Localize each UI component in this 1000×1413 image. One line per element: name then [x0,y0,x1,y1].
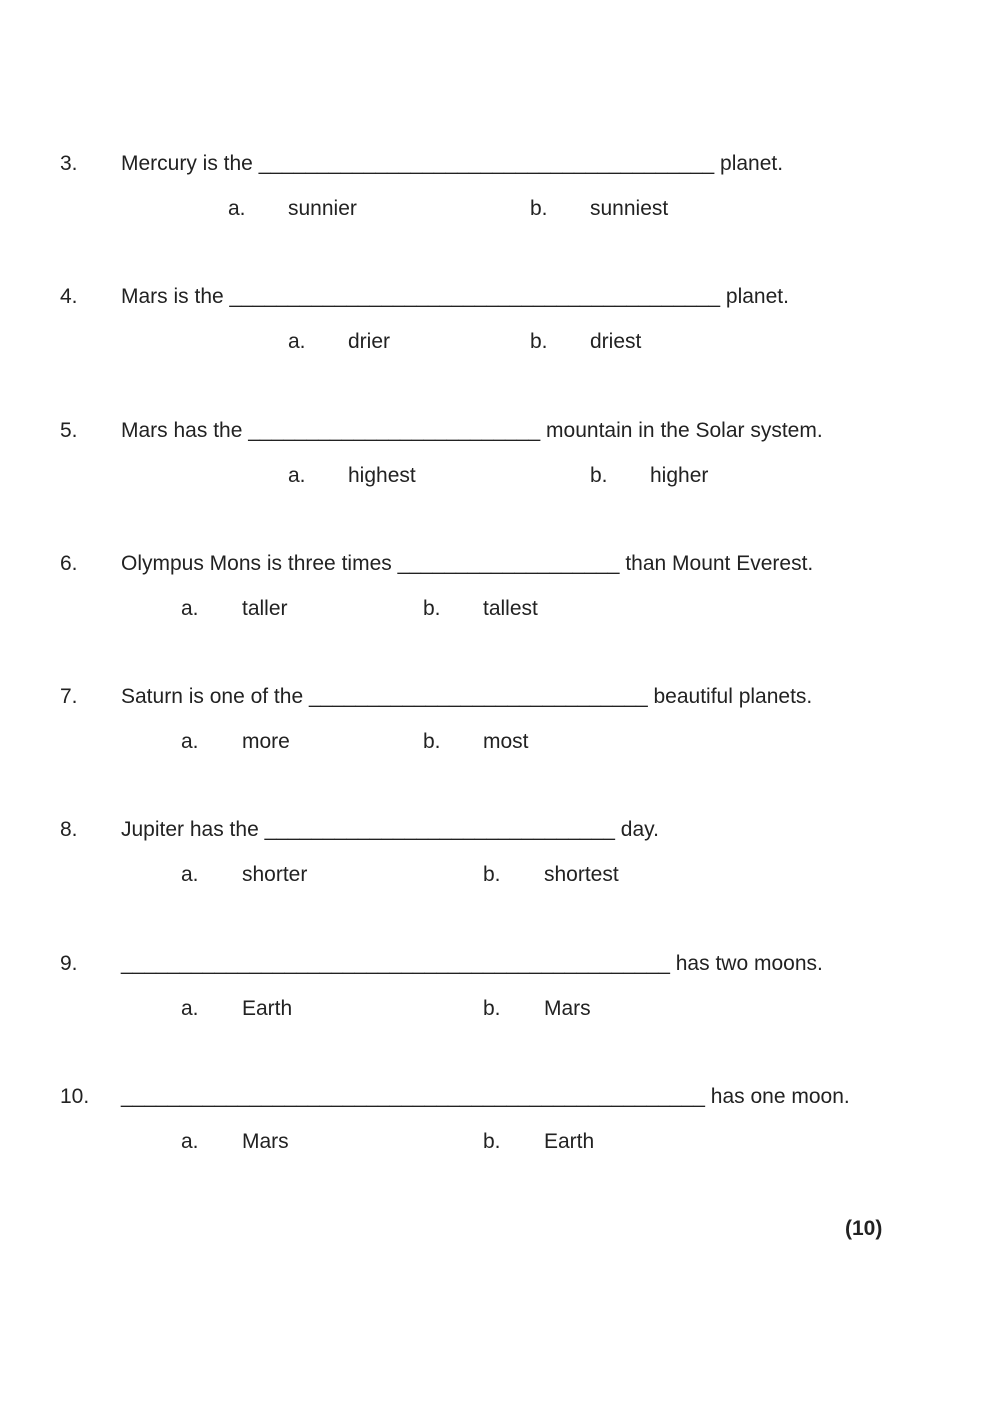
option-b-text[interactable]: Earth [544,1130,595,1153]
question-number: 10. [60,1085,90,1108]
option-a-text[interactable]: drier [348,330,391,353]
question-5 [0,418,1000,528]
option-a-letter[interactable]: a. [181,863,199,886]
question-6 [0,551,1000,661]
option-b-letter[interactable]: b. [590,464,608,487]
option-b-letter[interactable]: b. [530,197,548,220]
question-7 [0,684,1000,794]
option-a-letter[interactable]: a. [288,464,306,487]
option-a-text[interactable]: sunnier [288,197,357,220]
question-number: 9. [60,952,78,975]
option-a-text[interactable]: Mars [242,1130,289,1153]
question-number: 6. [60,552,78,575]
option-b-letter[interactable]: b. [483,997,501,1020]
question-text: Jupiter has the ______________________________ day. [121,818,659,841]
option-b-text[interactable]: Mars [544,997,591,1020]
question-number: 5. [60,419,78,442]
option-a-letter[interactable]: a. [181,597,199,620]
question-3 [0,151,1000,261]
question-text: _______________________________________________ has two moons. [121,952,823,975]
question-text: Mars is the __________________________________________ planet. [121,285,789,308]
question-number: 4. [60,285,78,308]
option-b-text[interactable]: sunniest [590,197,669,220]
option-a-letter[interactable]: a. [228,197,246,220]
question-4 [0,284,1000,394]
option-a-text[interactable]: taller [242,597,288,620]
option-b-text[interactable]: shortest [544,863,619,886]
option-a-text[interactable]: Earth [242,997,293,1020]
question-text: __________________________________________________ has one moon. [121,1085,850,1108]
option-a-letter[interactable]: a. [288,330,306,353]
option-b-text[interactable]: most [483,730,529,753]
question-10 [0,1084,1000,1194]
question-number: 3. [60,152,78,175]
option-a-letter[interactable]: a. [181,730,199,753]
option-b-letter[interactable]: b. [423,597,441,620]
option-b-letter[interactable]: b. [483,1130,501,1153]
option-a-letter[interactable]: a. [181,1130,199,1153]
option-a-text[interactable]: shorter [242,863,308,886]
question-number: 8. [60,818,78,841]
question-9 [0,951,1000,1061]
option-a-text[interactable]: more [242,730,290,753]
option-b-letter[interactable]: b. [530,330,548,353]
question-text: Mars has the _________________________ mountain in the Solar system. [121,419,823,442]
question-8 [0,817,1000,927]
question-number: 7. [60,685,78,708]
option-a-text[interactable]: highest [348,464,416,487]
option-a-letter[interactable]: a. [181,997,199,1020]
question-text: Olympus Mons is three times ___________________ than Mount Everest. [121,552,814,575]
question-text: Mercury is the _______________________________________ planet. [121,152,784,175]
question-text: Saturn is one of the _____________________________ beautiful planets. [121,685,813,708]
option-b-text[interactable]: driest [590,330,642,353]
option-b-letter[interactable]: b. [423,730,441,753]
total-marks: (10) [845,1217,883,1240]
option-b-text[interactable]: tallest [483,597,538,620]
option-b-letter[interactable]: b. [483,863,501,886]
option-b-text[interactable]: higher [650,464,709,487]
